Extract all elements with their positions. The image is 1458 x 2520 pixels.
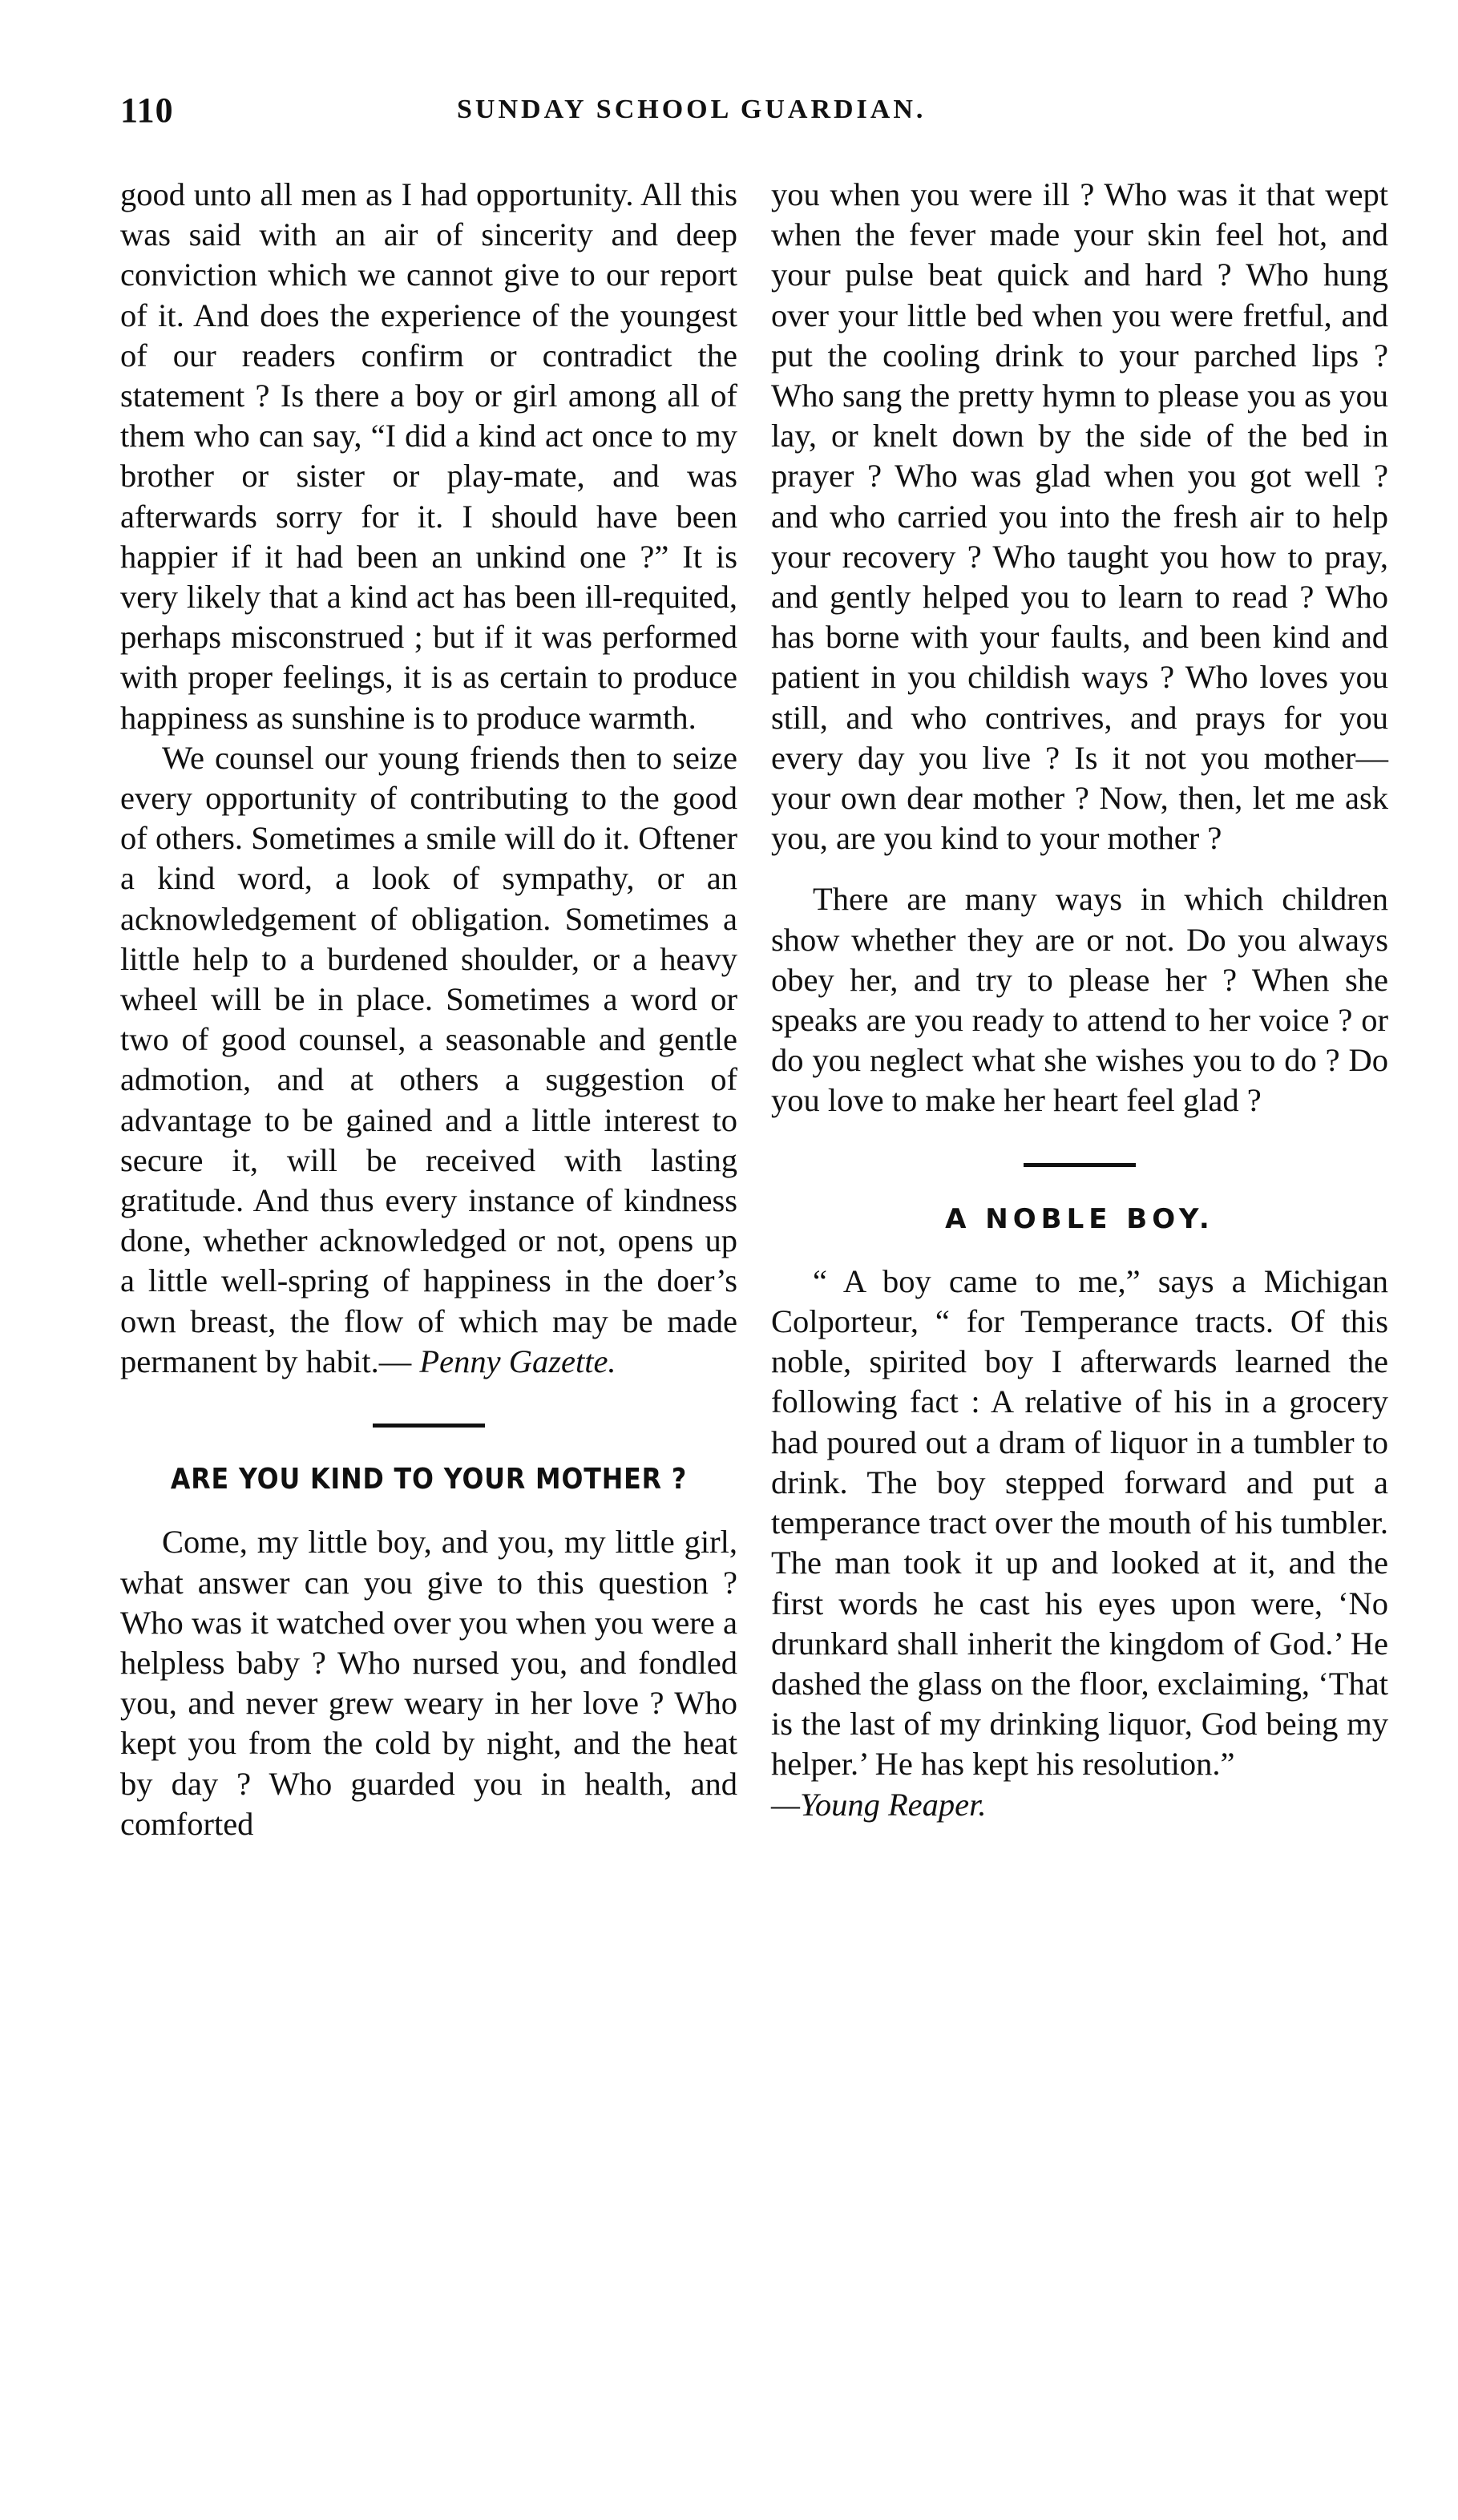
page-header — [120, 90, 1387, 138]
section-title-kind-to-mother: ARE YOU KIND TO YOUR MOTHER ? — [170, 1463, 688, 1496]
paragraph-noble-boy — [771, 1262, 1388, 1825]
section-title-noble-boy: A NOBLE BOY. — [945, 1202, 1214, 1235]
paragraph-mother-questions: you when you were ill ? Who was it that wept when the fever made your skin feel hot, and your pulse beat quick and hard ? Who hung over your little bed when you were fretful, and put the cooling drink to your parched lips ? Who sang the pretty hymn to please you as you lay, or knelt down by the side of the bed in prayer ? Who was glad when you got well ? and who carried you into the fresh air to help your recovery ? Who taught you how to pray, and gently helped you to learn to read ? Who has borne with your faults, and been kind and patient in you childish ways ? Who loves you still, and who contrives, and prays for you every day you live ? Is it not you mother—your own dear mother ? Now, then, let me ask you, are you kind to your mother ? — [771, 176, 1388, 857]
right-column — [771, 175, 1388, 1825]
attribution-penny-gazette: Penny Gazette. — [419, 1343, 616, 1379]
paragraph-noble-boy-text: “ A boy came to me,” says a Michigan Colporteur, “ for Temperance tracts. Of this noble, spirited boy I afterwards learned the following fact : A relative of his in a grocery had poured out a dram of liquor in a tumbler to drink. The boy stepped forward and put a temperance tract over the mouth of his tumbler. The man took it up and looked at it, and the first words he cast his eyes upon were, ‘No drunkard shall inherit the kingdom of God.’ He dashed the glass on the floor, exclaiming, ‘That is the last of my drinking liquor, God being my helper.’ He has kept his resolution.” — [771, 1262, 1388, 1783]
page-number: 110 — [120, 91, 174, 130]
section-divider — [1024, 1163, 1136, 1167]
paragraph-many-ways: There are many ways in which children show whether they are or not. Do you always obey her, and try to please her ? When she speaks are you ready to attend to her voice ? or do you neglect what she wishes you to do ? Do you love to make her heart feel glad ? — [771, 881, 1388, 1119]
running-head: SUNDAY SCHOOL GUARDIAN. — [457, 95, 927, 124]
attribution-young-reaper: —Young Reaper. — [771, 1786, 987, 1823]
paragraph-kind-to-mother: Come, my little boy, and you, my little girl, what answer can you give to this question ? Who was it watched over you when you were a helpless baby ? Who nursed you, and fondled you, and never grew weary in her love ? Who kept you from the cold by night, and the heat by day ? Who guarded you in health, and comforted — [120, 1524, 737, 1842]
left-column — [120, 175, 737, 1844]
paragraph-counsel — [120, 738, 737, 1382]
paragraph-counsel-text: We counsel our young friends then to seize every opportunity of contributing to the good of others. Sometimes a smile will do it. Oftener a kind word, a look of sympathy, or an acknowledgement of obligation. Sometimes a little help to a burdened shoulder, or a heavy wheel will be in place. Sometimes a word or two of good counsel, a seasonable and gentle admotion, and at others a suggestion of advantage to be gained and a little interest to secure it, will be received with lasting gratitude. And thus every instance of kindness done, whether acknowledged or not, opens up a little well-spring of happiness in the doer’s own breast, the flow of which may be made permanent by habit.— — [120, 739, 737, 1379]
paragraph-continuation: good unto all men as I had opportunity. All this was said with an air of sincerity and deep conviction which we cannot give to our report of it. And does the experience of the youngest of our readers confirm or contradict the statement ? Is there a boy or girl among all of them who can say, “I did a kind act once to my brother or sister or play-mate, and was afterwards sorry for it. I should have been happier if it had been an unkind one ?” It is very likely that a kind act has been ill-requited, perhaps misconstrued ; but if it was performed with proper feelings, it is as certain to produce happiness as sunshine is to produce warmth. — [120, 176, 737, 736]
section-divider — [373, 1424, 485, 1428]
